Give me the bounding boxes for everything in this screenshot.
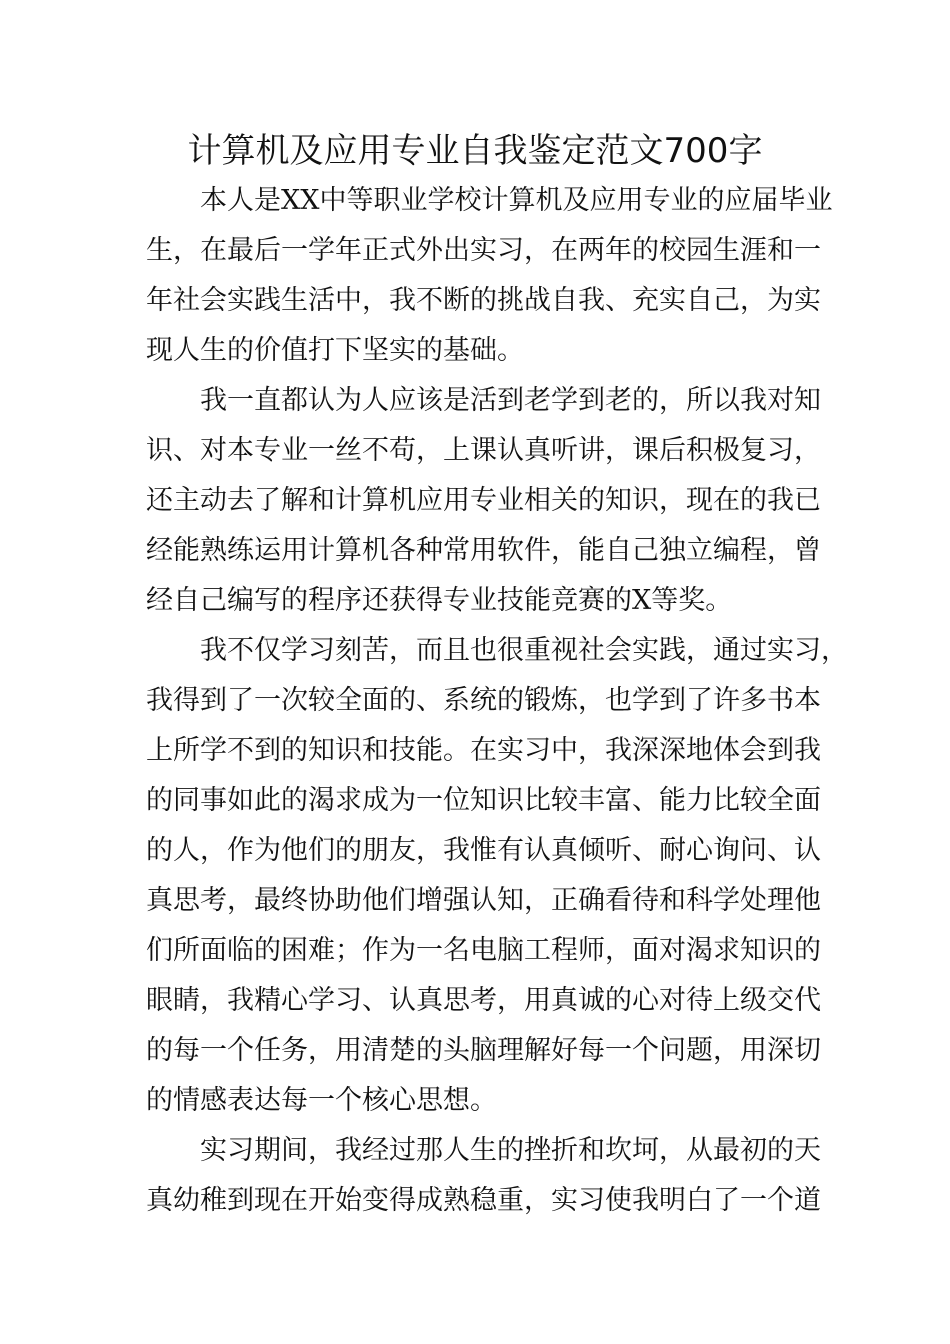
- paragraph-3-line-1: 我不仅学习刻苦，而且也很重视社会实践，通过实习，: [200, 635, 848, 666]
- paragraph-2-line-3: 还主动去了解和计算机应用专业相关的知识，现在的我已: [146, 485, 821, 516]
- paragraph-1-line-2: 生，在最后一学年正式外出实习，在两年的校园生涯和一: [146, 235, 821, 266]
- paragraph-3-line-8: 眼睛，我精心学习、认真思考，用真诚的心对待上级交代: [146, 985, 821, 1016]
- paragraph-4-line-2: 真幼稚到现在开始变得成熟稳重，实习使我明白了一个道: [146, 1185, 821, 1216]
- paragraph-2-line-2: 识、对本专业一丝不苟，上课认真听讲，课后积极复习，: [146, 435, 821, 466]
- paragraph-3-line-4: 的同事如此的渴求成为一位知识比较丰富、能力比较全面: [146, 785, 821, 816]
- paragraph-3-line-3: 上所学不到的知识和技能。在实习中，我深深地体会到我: [146, 735, 821, 766]
- paragraph-3-line-9: 的每一个任务，用清楚的头脑理解好每一个问题，用深切: [146, 1035, 821, 1066]
- paragraph-3-line-2: 我得到了一次较全面的、系统的锻炼，也学到了许多书本: [146, 685, 821, 716]
- paragraph-2-line-4: 经能熟练运用计算机各种常用软件，能自己独立编程，曾: [146, 535, 821, 566]
- paragraph-4-line-1: 实习期间，我经过那人生的挫折和坎坷，从最初的天: [200, 1135, 821, 1166]
- paragraph-1-line-4: 现人生的价值打下坚实的基础。: [146, 335, 524, 366]
- paragraph-1-line-3: 年社会实践生活中，我不断的挑战自我、充实自己，为实: [146, 285, 821, 316]
- paragraph-3-line-5: 的人，作为他们的朋友，我惟有认真倾听、耐心询问、认: [146, 835, 821, 866]
- paragraph-2-line-5: 经自己编写的程序还获得专业技能竞赛的X等奖。: [146, 585, 733, 616]
- paragraph-2-line-1: 我一直都认为人应该是活到老学到老的，所以我对知: [200, 385, 821, 416]
- paragraph-1-line-1: 本人是XX中等职业学校计算机及应用专业的应届毕业: [200, 185, 833, 216]
- paragraph-3-line-7: 们所面临的困难；作为一名电脑工程师，面对渴求知识的: [146, 935, 821, 966]
- paragraph-3-line-10: 的情感表达每一个核心思想。: [146, 1085, 497, 1116]
- document-title: 计算机及应用专业自我鉴定范文700字: [187, 131, 763, 171]
- paragraph-3-line-6: 真思考，最终协助他们增强认知，正确看待和科学处理他: [146, 885, 821, 916]
